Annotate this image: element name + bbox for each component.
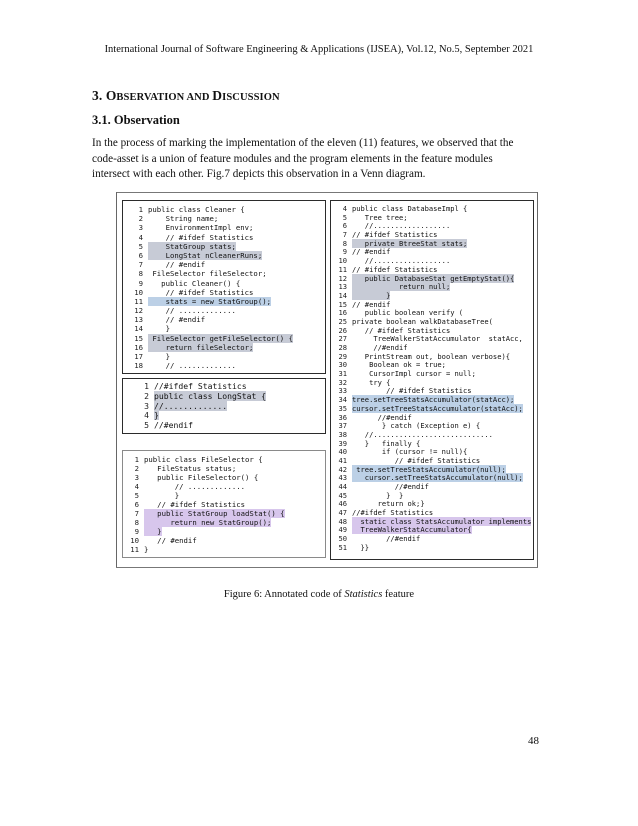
line-number: 8 <box>134 518 139 527</box>
line-number: 2 <box>144 390 149 401</box>
line-number: 50 <box>338 534 347 544</box>
code-text: } <box>144 527 162 536</box>
line-number: 11 <box>130 545 139 554</box>
line-number: 16 <box>338 308 347 318</box>
line-number: 6 <box>134 500 139 509</box>
line-number: 48 <box>338 516 347 526</box>
line-number: 9 <box>138 278 143 288</box>
code-text: //............................ <box>352 429 493 439</box>
code-line <box>127 288 325 297</box>
line-number: 39 <box>338 438 347 448</box>
line-number: 4 <box>138 232 143 242</box>
line-number: 5 <box>134 491 139 500</box>
line-number: 4 <box>342 204 347 213</box>
code-text: } <box>352 290 391 300</box>
caption-suffix: feature <box>382 589 415 600</box>
code-text: PrintStream out, boolean verbose){ <box>352 351 511 361</box>
code-text: // #ifdef Statistics <box>148 287 254 297</box>
code-line <box>127 269 325 278</box>
code-text: }} <box>352 542 370 552</box>
line-number: 38 <box>338 429 347 439</box>
line-number: 5 <box>138 241 143 251</box>
code-line <box>123 491 325 500</box>
code-line <box>123 464 325 473</box>
line-number: 43 <box>338 473 347 483</box>
code-cleaner <box>123 201 325 370</box>
code-line <box>127 260 325 269</box>
code-box-fileselector <box>122 450 326 558</box>
line-number: 29 <box>338 351 347 361</box>
code-text: //.................. <box>352 256 451 266</box>
line-number: 8 <box>138 269 143 279</box>
line-number: 10 <box>130 536 139 545</box>
code-line <box>127 315 325 324</box>
code-text: static class StatsAccumulator implements <box>352 516 532 526</box>
code-line <box>123 545 325 554</box>
line-number: 3 <box>144 400 149 411</box>
figure-border-right <box>537 192 538 568</box>
line-number: 13 <box>338 282 347 292</box>
code-line <box>123 482 325 491</box>
line-number: 47 <box>338 508 347 518</box>
code-line <box>127 352 325 361</box>
code-text: if (cursor != null){ <box>352 447 468 457</box>
line-number: 7 <box>138 260 143 270</box>
code-text: tree.setTreeStatsAccumulator(null); <box>352 464 506 474</box>
code-text: tree.setTreeStatsAccumulator(statAcc); <box>352 395 515 405</box>
code-box-cleaner <box>122 200 326 374</box>
line-number: 12 <box>134 306 143 316</box>
line-number: 45 <box>338 490 347 500</box>
line-number: 28 <box>338 343 347 352</box>
code-text: //#endif <box>352 412 412 422</box>
line-number: 27 <box>338 334 347 344</box>
line-number: 7 <box>342 230 347 240</box>
line-number: 33 <box>338 386 347 396</box>
code-line <box>123 500 325 509</box>
line-number: 1 <box>134 455 139 464</box>
caption-prefix: Figure 6: Annotated code of <box>223 589 345 600</box>
code-line <box>123 473 325 482</box>
code-line <box>123 455 325 464</box>
line-number: 5 <box>342 212 347 222</box>
code-text: public boolean verify ( <box>352 308 464 318</box>
line-number: 41 <box>338 455 347 465</box>
code-text: // ............. <box>144 482 246 491</box>
line-number: 8 <box>342 238 347 248</box>
code-line <box>127 251 325 260</box>
code-text: public Cleaner() { <box>148 278 241 288</box>
code-text: // #ifdef Statistics <box>148 232 254 242</box>
line-number: 35 <box>338 403 347 413</box>
figure-annotated-code <box>116 192 538 568</box>
code-text: public class Cleaner { <box>148 205 245 214</box>
code-text: public FileSelector() { <box>144 473 259 482</box>
line-number: 30 <box>338 360 347 370</box>
page-number: 48 <box>528 735 539 747</box>
line-number: 4 <box>144 410 149 421</box>
code-line <box>127 223 325 232</box>
code-line <box>127 343 325 352</box>
line-number: 5 <box>144 420 149 431</box>
code-text: CursorImpl cursor = null; <box>352 369 476 379</box>
code-line <box>123 536 325 545</box>
code-text: FileSelector fileSelector; <box>148 269 267 279</box>
code-line <box>127 242 325 251</box>
line-number: 25 <box>338 316 347 326</box>
subsection-heading: 3.1. Observation <box>92 113 180 127</box>
section-heading <box>92 88 280 104</box>
line-number: 31 <box>338 369 347 379</box>
code-fileselector <box>123 451 325 554</box>
code-text: } catch (Exception e) { <box>352 421 481 431</box>
code-text: public class LongStat { <box>154 390 267 401</box>
line-number: 17 <box>134 352 143 361</box>
line-number: 40 <box>338 447 347 457</box>
code-text: try { <box>352 377 391 387</box>
line-number: 11 <box>338 264 347 274</box>
code-text: private boolean walkDatabaseTree( <box>352 316 493 326</box>
code-text: // #ifdef Statistics <box>352 325 451 335</box>
code-text: //#endif <box>352 343 408 352</box>
code-text: cursor.setTreeStatsAccumulator(null); <box>352 473 523 483</box>
code-text: //#ifdef Statistics <box>154 381 247 391</box>
code-text: // ............. <box>148 361 236 371</box>
code-text: } <box>154 410 159 421</box>
line-number: 10 <box>134 287 143 297</box>
section-title-cap1: O <box>105 88 117 103</box>
code-text: //#endif <box>352 534 421 544</box>
code-line <box>127 361 325 370</box>
line-number: 49 <box>338 525 347 535</box>
journal-header: International Journal of Software Engineering & Applications (IJSEA), Vol.12, No.5, September 2021 <box>104 44 534 55</box>
line-number: 3 <box>138 223 143 233</box>
line-number: 6 <box>138 250 143 260</box>
code-text: private BtreeStat stats; <box>352 238 468 248</box>
line-number: 7 <box>134 509 139 518</box>
body-paragraph: In the process of marking the implementation of the eleven (11) features, we observed that the code-asset is a union of feature modules and the program elements in the feature modules intersect with each other. Fig.7 depicts this observation in a Venn diagram. <box>92 137 514 181</box>
code-box-databaseimpl <box>330 200 534 560</box>
code-text: // #endif <box>352 247 391 257</box>
code-text: public class DatabaseImpl { <box>352 204 468 213</box>
code-line <box>127 324 325 333</box>
code-text: return fileSelector; <box>148 342 254 352</box>
code-line <box>127 205 325 214</box>
code-text: //.................. <box>352 221 451 231</box>
code-text: } <box>144 545 149 554</box>
line-number: 14 <box>134 324 143 334</box>
code-text: return null; <box>352 282 451 292</box>
code-text: // ............. <box>148 306 236 316</box>
line-number: 9 <box>342 247 347 257</box>
code-longstat <box>123 379 325 431</box>
code-text: // #endif <box>148 260 206 270</box>
code-text: Boolean ok = true; <box>352 360 446 370</box>
line-number: 1 <box>144 381 149 391</box>
line-number: 51 <box>338 542 347 552</box>
line-number: 15 <box>338 299 347 309</box>
code-text: } <box>148 352 170 361</box>
code-text: //............. <box>154 400 228 411</box>
code-text: FileSelector getFileSelector() { <box>148 333 293 343</box>
line-number: 12 <box>338 273 347 283</box>
code-text: stats = new StatGroup(); <box>148 296 272 306</box>
line-number: 2 <box>134 464 139 473</box>
code-text: // #endif <box>144 536 197 545</box>
code-box-longstat <box>122 378 326 434</box>
code-line <box>123 527 325 536</box>
section-number: 3. <box>92 88 103 103</box>
code-line <box>127 297 325 306</box>
line-number: 13 <box>134 315 143 325</box>
line-number: 36 <box>338 412 347 422</box>
line-number: 44 <box>338 482 347 491</box>
section-title-part1: BSERVATION AND <box>116 92 213 103</box>
code-databaseimpl <box>331 201 533 553</box>
code-text: public DatabaseStat getEmptyStat(){ <box>352 273 515 283</box>
line-number: 18 <box>134 361 143 371</box>
code-line <box>127 214 325 223</box>
code-text: } finally { <box>352 438 421 448</box>
code-line <box>127 334 325 343</box>
line-number: 4 <box>134 482 139 491</box>
code-text: // #ifdef Statistics <box>352 386 472 396</box>
code-text: LongStat nCleanerRuns; <box>148 250 263 260</box>
code-text: return ok;} <box>352 499 425 509</box>
code-text: public class FileSelector { <box>144 455 263 464</box>
line-number: 16 <box>134 342 143 352</box>
code-text: cursor.setTreeStatsAccumulator(statAcc); <box>352 403 523 413</box>
line-number: 3 <box>134 473 139 482</box>
code-text: //#endif <box>154 420 193 431</box>
code-text: //#ifdef Statistics <box>352 508 434 518</box>
code-line <box>123 518 325 527</box>
code-text: // #ifdef Statistics <box>352 230 438 240</box>
line-number: 46 <box>338 499 347 509</box>
code-line <box>127 279 325 288</box>
code-text: StatGroup stats; <box>148 241 236 251</box>
code-line <box>127 233 325 242</box>
code-line <box>127 306 325 315</box>
code-text: // #endif <box>352 299 391 309</box>
line-number: 34 <box>338 395 347 405</box>
code-text: return new StatGroup(); <box>144 518 272 527</box>
figure-border-top <box>116 192 538 193</box>
code-text: String name; <box>148 214 219 224</box>
figure-border-bottom <box>116 567 538 568</box>
code-text: TreeWalkerStatAccumulator{ <box>352 525 472 535</box>
code-text: } <box>144 491 180 500</box>
code-text: //#endif <box>352 482 429 491</box>
code-line <box>133 421 325 431</box>
figure-caption <box>0 589 638 600</box>
caption-feature: Statistics <box>344 589 383 600</box>
code-line <box>123 509 325 518</box>
code-line <box>331 544 533 553</box>
code-text: } <box>148 324 170 334</box>
line-number: 9 <box>134 527 139 536</box>
code-text: // #ifdef Statistics <box>352 264 438 274</box>
section-title <box>106 88 280 103</box>
line-number: 14 <box>338 290 347 300</box>
code-text: TreeWalkerStatAccumulator statAcc, <box>352 334 523 344</box>
code-text: } } <box>352 490 404 500</box>
figure-border-left <box>116 192 117 568</box>
line-number: 42 <box>338 464 347 474</box>
section-title-cap2: D <box>212 88 223 103</box>
code-text: Tree tree; <box>352 212 408 222</box>
line-number: 2 <box>138 214 143 224</box>
section-title-part2: ISCUSSION <box>222 92 280 103</box>
line-number: 32 <box>338 377 347 387</box>
code-text: // #ifdef Statistics <box>144 500 246 509</box>
code-text: // #ifdef Statistics <box>352 455 481 465</box>
code-text: public StatGroup loadStat() { <box>144 509 285 518</box>
code-text: FileStatus status; <box>144 464 237 473</box>
line-number: 6 <box>342 221 347 231</box>
line-number: 15 <box>134 333 143 343</box>
line-number: 11 <box>134 296 143 306</box>
code-line <box>133 402 325 412</box>
line-number: 1 <box>138 205 143 214</box>
line-number: 26 <box>338 325 347 335</box>
code-text: // #endif <box>148 315 206 325</box>
line-number: 37 <box>338 421 347 431</box>
line-number: 10 <box>338 256 347 266</box>
code-text: EnvironmentImpl env; <box>148 223 254 233</box>
